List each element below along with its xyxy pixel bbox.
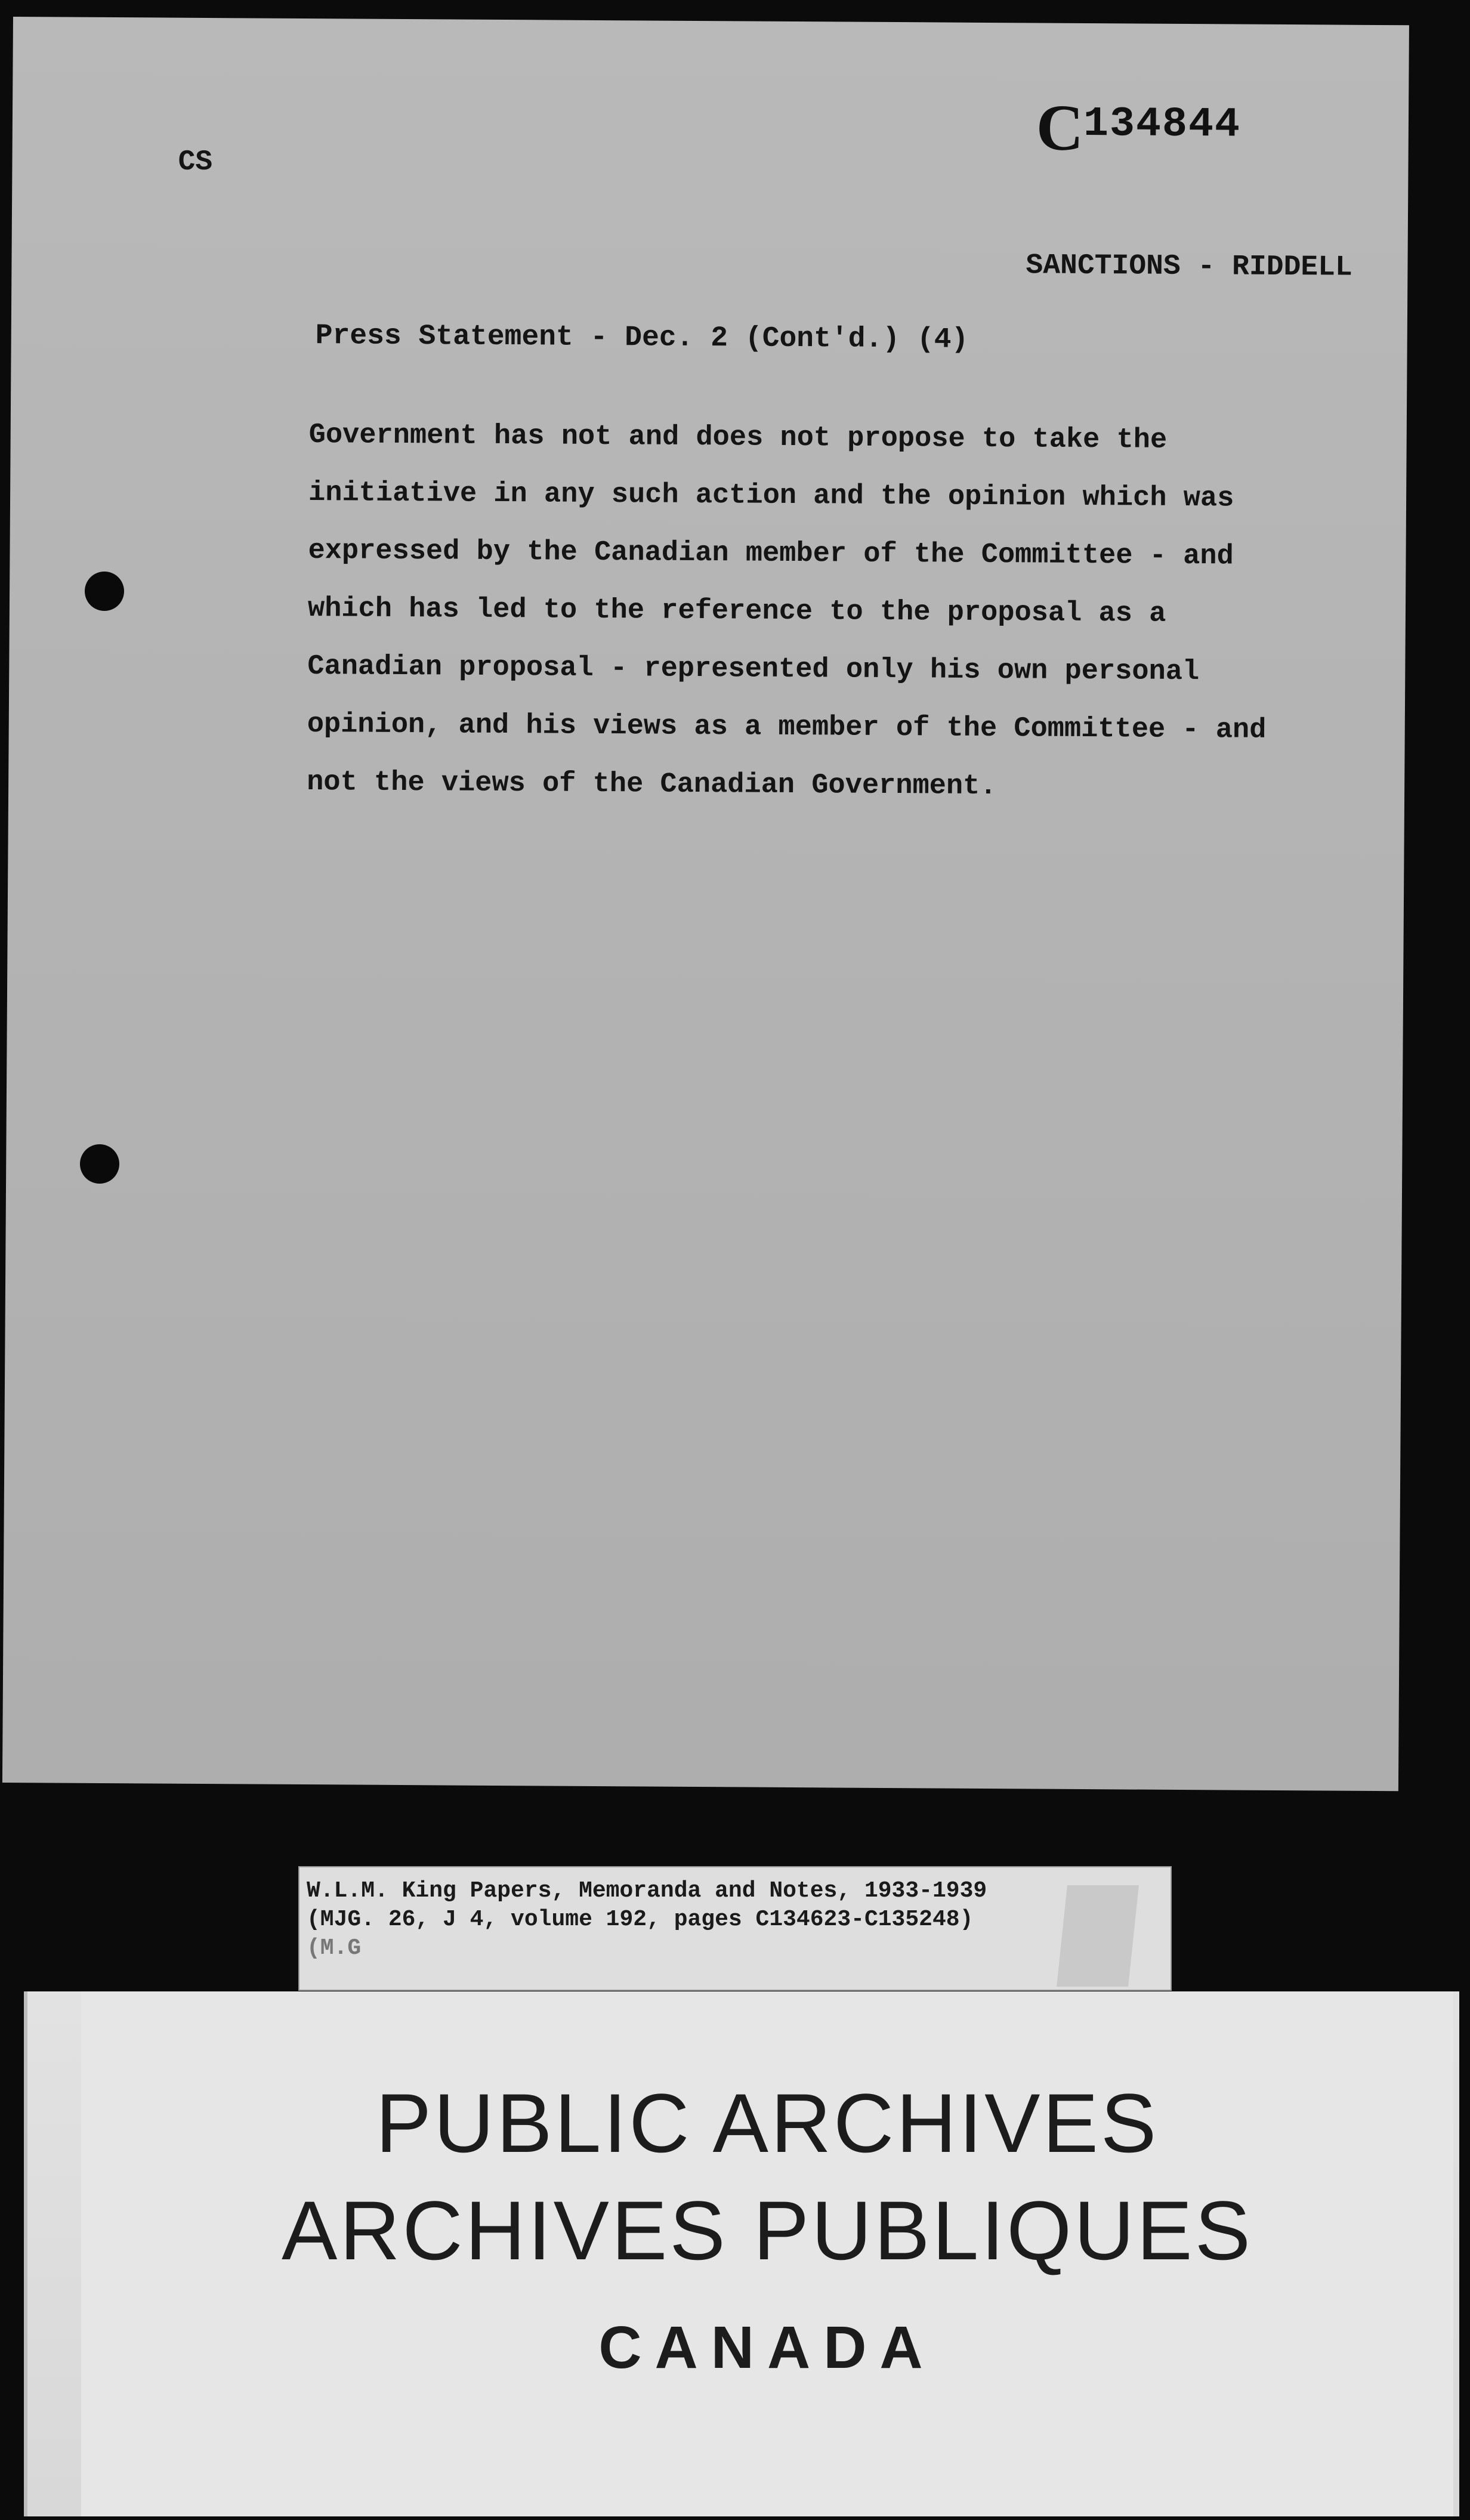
archives-card-face [81, 1991, 1453, 2516]
archives-title-fr: ARCHIVES PUBLIQUES [282, 2184, 1253, 2277]
punch-hole [80, 1144, 119, 1184]
archives-card [24, 1991, 1459, 2516]
body-line: initiative in any such action and the opinion which was [308, 477, 1234, 515]
body-line: which has led to the reference to the proposal as a [307, 593, 1166, 630]
body-line: Government has not and does not propose to take the [308, 419, 1168, 456]
body-line: Canadian proposal - represented only his own personal [307, 651, 1200, 688]
citation-line: (M.G [307, 1935, 362, 1961]
archives-title-en: PUBLIC ARCHIVES [375, 2076, 1159, 2170]
subject-line: SANCTIONS - RIDDELL [1026, 249, 1352, 284]
body-line: not the views of the Canadian Government. [307, 767, 997, 803]
citation-label [298, 1866, 1172, 1991]
archives-country: CANADA [598, 2314, 936, 2381]
document-heading: Press Statement - Dec. 2 (Cont'd.) (4) [315, 320, 969, 356]
typed-document [2, 17, 1409, 1791]
body-line: opinion, and his views as a member of the Committee - and [307, 709, 1267, 746]
document-id: 134844 [1083, 100, 1242, 149]
citation-line: (MJG. 26, J 4, volume 192, pages C134623-C135248) [307, 1907, 974, 1932]
document-body [307, 406, 1347, 818]
document-id-prefix: C [1036, 91, 1084, 164]
punch-hole [85, 572, 124, 611]
body-line: expressed by the Canadian member of the Committee - and [308, 535, 1234, 573]
initials: CS [178, 146, 213, 179]
citation-line: W.L.M. King Papers, Memoranda and Notes, 1933-1939 [307, 1878, 987, 1904]
label-tab [1057, 1885, 1139, 1987]
